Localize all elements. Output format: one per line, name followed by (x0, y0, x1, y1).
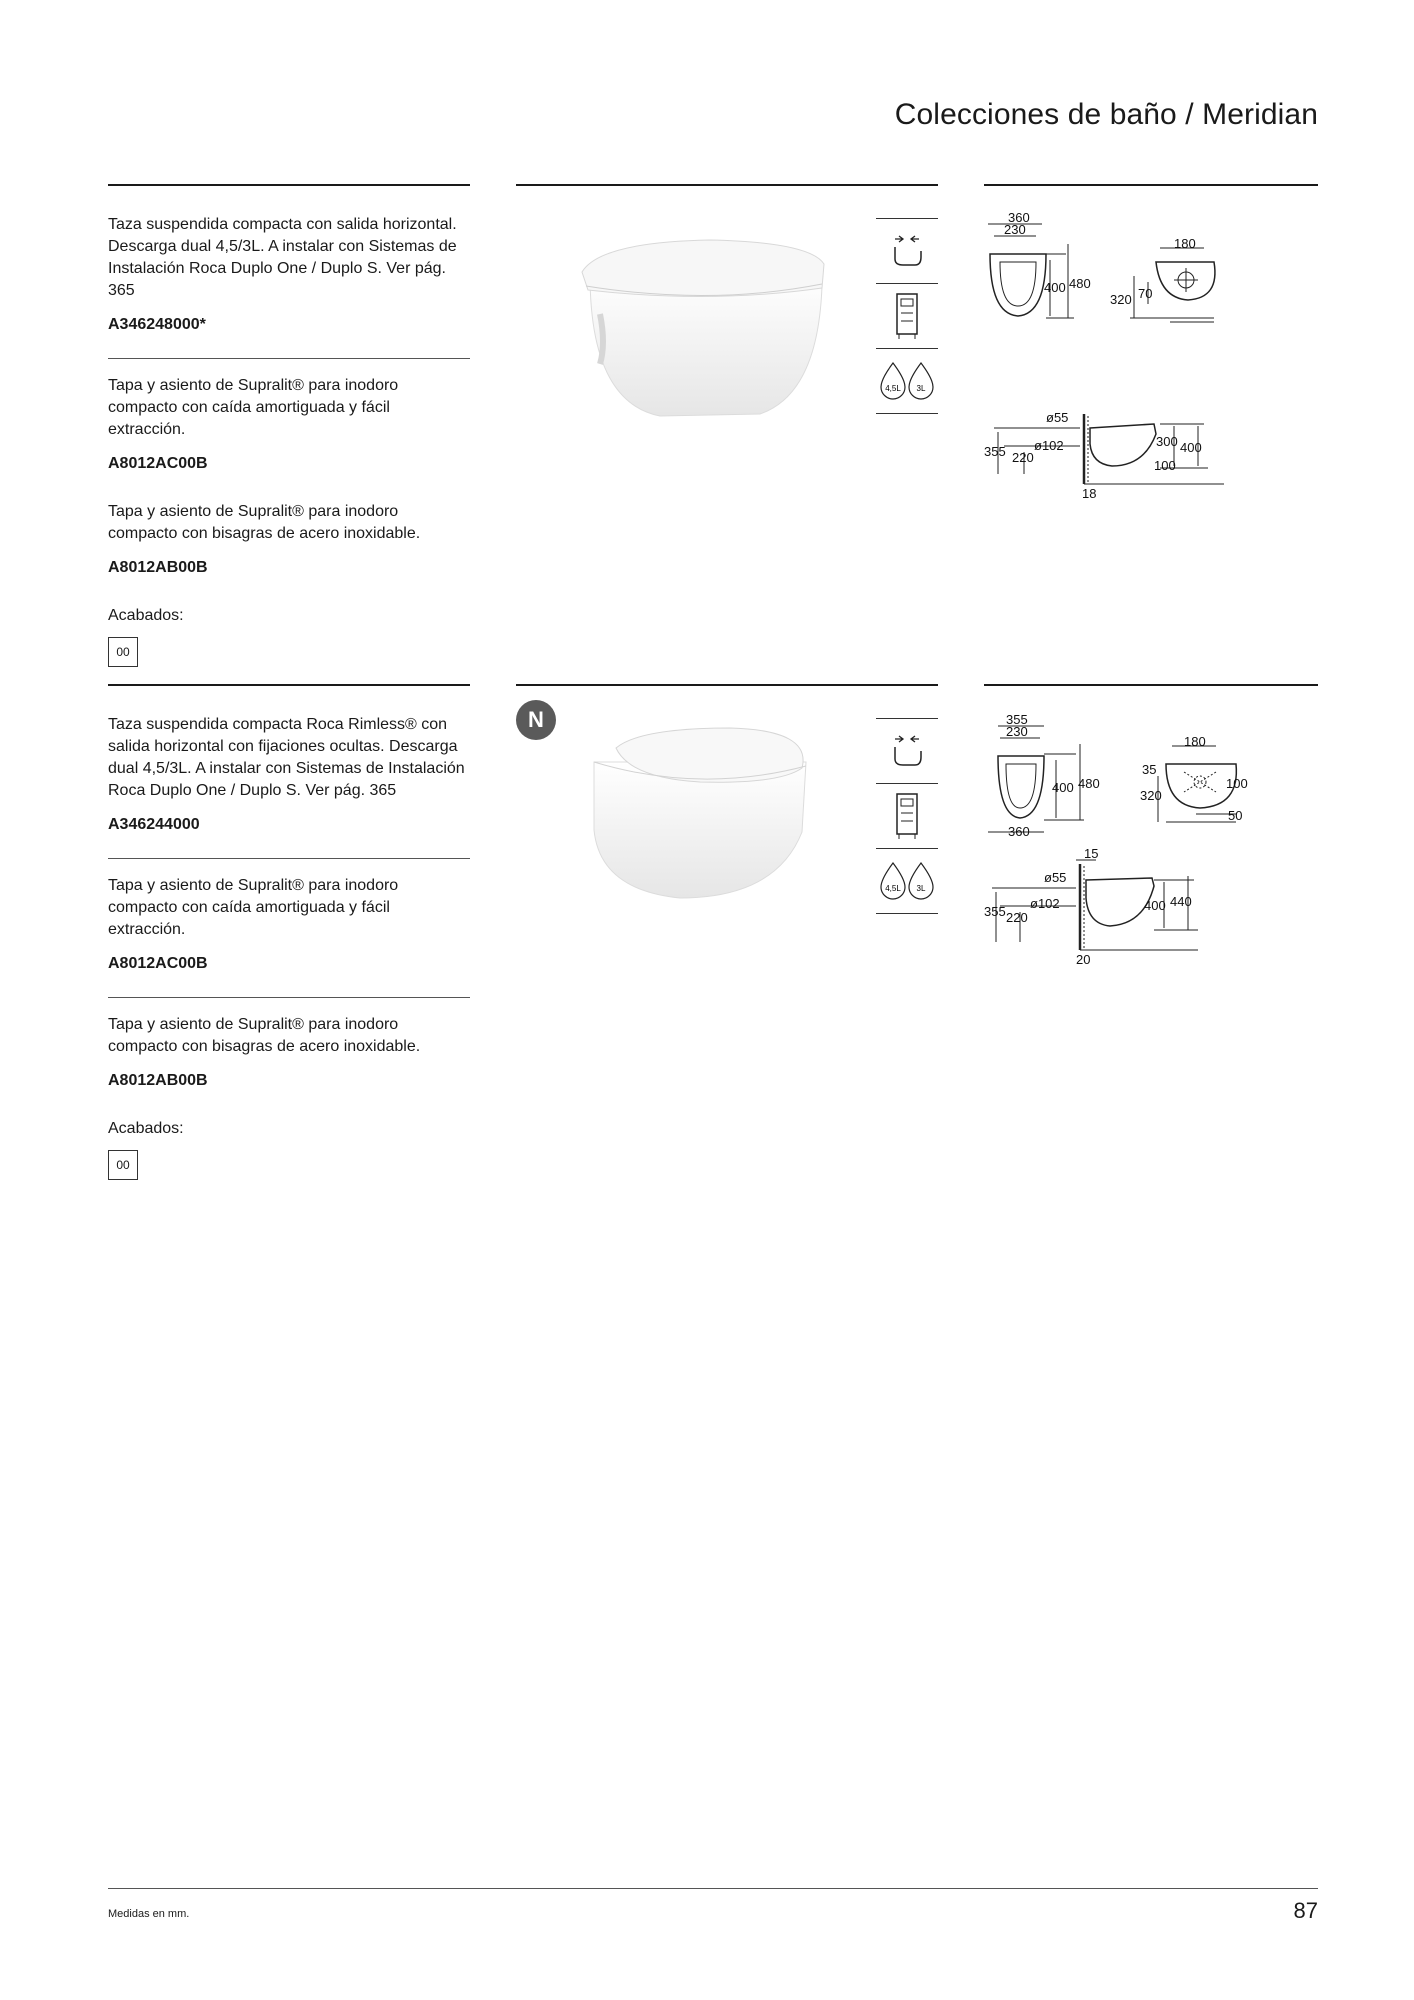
dimension-drawing-side (984, 846, 1204, 970)
dimension-label: 230 (1006, 724, 1028, 739)
dimension-label: ø102 (1030, 896, 1060, 911)
dimension-label: 320 (1110, 292, 1132, 307)
dimension-drawing-rear (1136, 736, 1252, 832)
dimension-label: 400 (1144, 898, 1166, 913)
dimension-label: 355 (984, 444, 1006, 459)
dimension-label: ø102 (1034, 438, 1064, 453)
dimension-label: 400 (1180, 440, 1202, 455)
dimension-label: 400 (1044, 280, 1066, 295)
toilet-photo (580, 722, 840, 908)
flush-label: 3L (916, 884, 926, 893)
accessory-code: A8012AB00B (108, 559, 208, 576)
footer-note: Medidas en mm. (108, 1908, 190, 1920)
dimension-label: 180 (1174, 238, 1196, 251)
accessory-description: Tapa y asiento de Supralit® para inodoro compacto con caída amortiguada y fácil extracción. (108, 377, 399, 438)
dimension-label: 15 (1084, 846, 1099, 861)
toilet-photo (560, 224, 860, 434)
product-code: A346248000* (108, 316, 206, 333)
footer-rule (108, 1888, 1318, 1889)
dimension-drawing-side (984, 404, 1224, 504)
dimension-label: 230 (1004, 222, 1026, 237)
dimension-label: 355 (984, 904, 1006, 919)
accessory-description: Tapa y asiento de Supralit® para inodoro compacto con bisagras de acero inoxidable. (108, 503, 421, 542)
dimension-drawing-top (984, 210, 1094, 330)
dimension-label: 480 (1078, 776, 1100, 791)
product-info (108, 714, 470, 1180)
finishes-label: Acabados: (108, 1120, 184, 1137)
new-badge: N (516, 700, 556, 740)
dimension-label: 300 (1156, 434, 1178, 449)
dual-flush-icon (876, 349, 938, 414)
dimension-label: 220 (1006, 910, 1028, 925)
dimension-label: ø55 (1046, 410, 1069, 425)
product-code: A346244000 (108, 816, 200, 833)
page-number: 87 (1293, 1898, 1318, 1923)
product-description: Taza suspendida compacta con salida horizontal. Descarga dual 4,5/3L. A instalar con Sistemas de Instalación Roca Duplo One / Duplo S. Ver pág. 365 (108, 216, 457, 299)
section-rule (516, 684, 938, 686)
dimension-drawing-rear (1110, 238, 1220, 330)
dimension-label: 360 (1008, 210, 1030, 225)
dimension-drawing-top (984, 712, 1104, 842)
feature-icons (876, 218, 938, 414)
accessory-description: Tapa y asiento de Supralit® para inodoro compacto con caída amortiguada y fácil extracción. (108, 877, 399, 938)
page-title: Colecciones de baño / Meridian (894, 98, 1318, 131)
cistern-frame-icon (876, 284, 938, 349)
section-rule (516, 184, 938, 186)
dimension-label: 100 (1154, 458, 1176, 473)
product-info (108, 214, 470, 667)
dimension-label: 360 (1008, 824, 1030, 839)
dimension-label: 70 (1138, 286, 1153, 301)
dimension-label: 180 (1184, 736, 1206, 749)
accessory-code: A8012AC00B (108, 955, 208, 972)
finishes-label: Acabados: (108, 607, 184, 624)
finish-swatch: 00 (108, 1150, 138, 1180)
divider (108, 858, 470, 859)
dimension-label: ø55 (1044, 870, 1067, 885)
flush-label: 3L (916, 384, 926, 393)
section-rule (108, 184, 470, 186)
accessory-code: A8012AC00B (108, 455, 208, 472)
flush-label: 4,5L (885, 384, 901, 393)
product-description: Taza suspendida compacta Roca Rimless® con salida horizontal con fijaciones ocultas. Descarga dual 4,5/3L. A instalar con Sistemas de Instalación Roca Duplo One / Duplo S. Ver pág. 365 (108, 716, 465, 799)
feature-icons (876, 718, 938, 914)
horizontal-outlet-icon (876, 719, 938, 784)
dimension-label: 35 (1142, 762, 1157, 777)
dimension-label: 320 (1140, 788, 1162, 803)
dual-flush-icon (876, 849, 938, 914)
accessory-description: Tapa y asiento de Supralit® para inodoro compacto con bisagras de acero inoxidable. (108, 1016, 421, 1055)
dimension-label: 20 (1076, 952, 1091, 967)
dimension-label: 18 (1082, 486, 1097, 501)
dimension-label: 220 (1012, 450, 1034, 465)
flush-label: 4,5L (885, 884, 901, 893)
divider (108, 997, 470, 998)
section-rule (108, 684, 470, 686)
section-rule (984, 684, 1318, 686)
finish-swatch: 00 (108, 637, 138, 667)
horizontal-outlet-icon (876, 219, 938, 284)
dimension-label: 400 (1052, 780, 1074, 795)
dimension-label: 480 (1069, 276, 1091, 291)
dimension-label: 50 (1228, 808, 1243, 823)
section-rule (984, 184, 1318, 186)
accessory-code: A8012AB00B (108, 1072, 208, 1089)
dimension-label: 100 (1226, 776, 1248, 791)
dimension-label: 355 (1006, 712, 1028, 727)
dimension-label: 440 (1170, 894, 1192, 909)
divider (108, 358, 470, 359)
cistern-frame-icon (876, 784, 938, 849)
